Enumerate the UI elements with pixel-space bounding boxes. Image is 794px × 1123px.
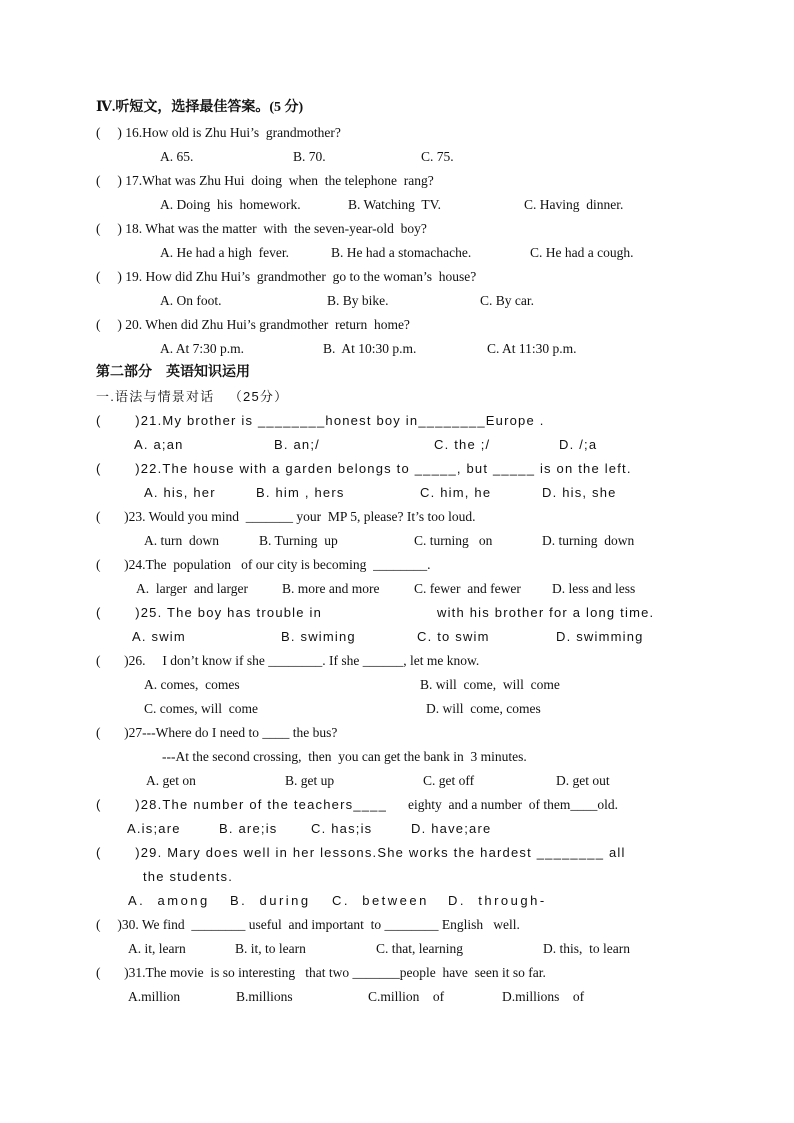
question-18: ( ) 18. What was the matter with the seven-year-old boy?	[96, 221, 427, 236]
option-20-c: C. At 11:30 p.m.	[487, 341, 577, 356]
option-31-d: D.millions of	[502, 989, 585, 1004]
option-22-b: B. him , hers	[256, 485, 345, 500]
option-28-c: C. has;is	[311, 821, 373, 836]
option-18-b: B. He had a stomachache.	[331, 245, 472, 260]
option-29-c: C. between	[332, 893, 429, 908]
question-16: ( ) 16.How old is Zhu Hui’s grandmother?	[96, 125, 341, 140]
question-31: ( )31.The movie is so interesting that two _______people have seen it so far.	[96, 965, 546, 980]
option-25-c: C. to swim	[417, 629, 490, 644]
option-21-d: D. /;a	[559, 437, 598, 452]
option-30-b: B. it, to learn	[235, 941, 306, 956]
option-31-c: C.million of	[368, 989, 445, 1004]
option-18-a: A. He had a high fever.	[160, 245, 289, 260]
question-24: ( )24.The population of our city is becoming ________.	[96, 557, 431, 572]
option-26-b: B. will come, will come	[420, 677, 560, 692]
option-29-b: B. during	[230, 893, 311, 908]
option-22-d: D. his, she	[542, 485, 617, 500]
question-29: ( )29. Mary does well in her lessons.She works the hardest ________ all	[96, 845, 626, 860]
option-20-b: B. At 10:30 p.m.	[323, 341, 417, 356]
option-24-a: A. larger and larger	[136, 581, 248, 596]
option-23-a: A. turn down	[144, 533, 219, 548]
option-24-c: C. fewer and fewer	[414, 581, 521, 596]
option-19-b: B. By bike.	[327, 293, 389, 308]
question-20: ( ) 20. When did Zhu Hui’s grandmother return home?	[96, 317, 410, 332]
option-24-b: B. more and more	[282, 581, 380, 596]
option-29-a: A. among	[128, 893, 210, 908]
question-19: ( ) 19. How did Zhu Hui’s grandmother go to the woman’s house?	[96, 269, 477, 284]
option-17-b: B. Watching TV.	[348, 197, 442, 212]
option-31-b: B.millions	[236, 989, 293, 1004]
option-17-c: C. Having dinner.	[524, 197, 624, 212]
option-24-d: D. less and less	[552, 581, 636, 596]
question-21: ( )21.My brother is ________honest boy in________Europe .	[96, 413, 545, 428]
option-30-d: D. this, to learn	[543, 941, 630, 956]
option-27-c: C. get off	[423, 773, 475, 788]
option-25-b: B. swiming	[281, 629, 356, 644]
question-25-cont: with his brother for a long time.	[437, 605, 655, 620]
option-23-d: D. turning down	[542, 533, 635, 548]
option-16-a: A. 65.	[160, 149, 194, 164]
option-23-c: C. turning on	[414, 533, 493, 548]
question-23: ( )23. Would you mind _______ your MP 5, please? It’s too loud.	[96, 509, 476, 524]
option-26-c: C. comes, will come	[144, 701, 258, 716]
question-28-cont: eighty and a number of them____old.	[408, 797, 618, 812]
question-25: ( )25. The boy has trouble in	[96, 605, 323, 620]
question-22: ( )22.The house with a garden belongs to _____, but _____ is on the left.	[96, 461, 632, 476]
option-26-d: D. will come, comes	[426, 701, 541, 716]
option-26-a: A. comes, comes	[144, 677, 240, 692]
option-17-a: A. Doing his homework.	[160, 197, 301, 212]
option-22-c: C. him, he	[420, 485, 492, 500]
option-23-b: B. Turning up	[259, 533, 338, 548]
option-27-b: B. get up	[285, 773, 335, 788]
option-25-d: D. swimming	[556, 629, 644, 644]
option-30-c: C. that, learning	[376, 941, 463, 956]
option-31-a: A.million	[128, 989, 181, 1004]
section-title: Ⅳ.听短文，选择最佳答案。(5 分)	[96, 100, 304, 115]
option-27-d: D. get out	[556, 773, 610, 788]
option-19-c: C. By car.	[480, 293, 534, 308]
question-28: ( )28.The number of the teachers____	[96, 797, 388, 812]
question-29-cont: the students.	[143, 869, 234, 884]
option-28-a: A.is;are	[127, 821, 181, 836]
option-16-b: B. 70.	[293, 149, 326, 164]
option-16-c: C. 75.	[421, 149, 454, 164]
question-26: ( )26. I don’t know if she ________. If she ______, let me know.	[96, 653, 480, 668]
option-20-a: A. At 7:30 p.m.	[160, 341, 245, 356]
question-17: ( ) 17.What was Zhu Hui doing when the telephone rang?	[96, 173, 434, 188]
option-25-a: A. swim	[132, 629, 186, 644]
option-22-a: A. his, her	[144, 485, 216, 500]
question-27: ( )27---Where do I need to ____ the bus?	[96, 725, 338, 740]
part-title: 第二部分 英语知识运用	[96, 365, 250, 380]
option-21-c: C. the ;/	[434, 437, 491, 452]
question-30: ( )30. We find ________ useful and important to ________ English well.	[96, 917, 520, 932]
option-28-b: B. are;is	[219, 821, 278, 836]
part-subtitle: 一.语法与情景对话 （25分）	[96, 389, 289, 404]
option-19-a: A. On foot.	[160, 293, 222, 308]
question-27-reply: ---At the second crossing, then you can get the bank in 3 minutes.	[162, 749, 527, 764]
option-18-c: C. He had a cough.	[530, 245, 634, 260]
option-21-b: B. an;/	[274, 437, 320, 452]
option-29-d: D. through-	[448, 893, 547, 908]
option-27-a: A. get on	[146, 773, 196, 788]
option-28-d: D. have;are	[411, 821, 492, 836]
option-21-a: A. a;an	[134, 437, 184, 452]
option-30-a: A. it, learn	[128, 941, 186, 956]
